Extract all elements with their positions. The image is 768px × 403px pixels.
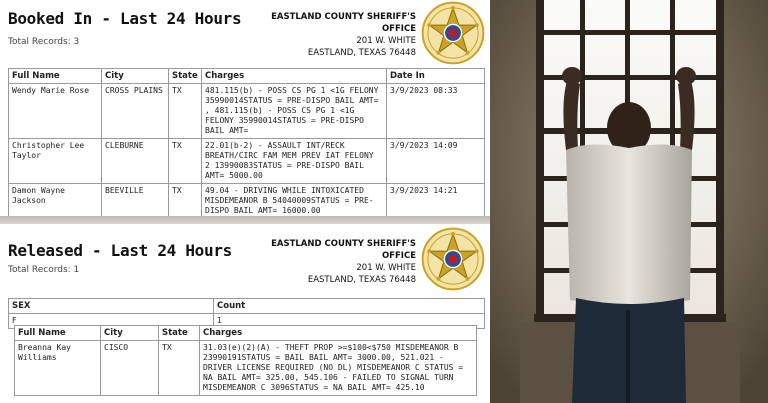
table-row <box>15 341 477 396</box>
table-header-row <box>9 69 485 84</box>
city-cell: CLEBURNE <box>102 139 169 184</box>
panel-divider <box>0 216 490 224</box>
city-cell: BEEVILLE <box>102 184 169 219</box>
table-header-row <box>9 299 485 314</box>
booked-office-address <box>268 11 416 59</box>
state-cell: TX <box>169 184 202 219</box>
office-name-line2: OFFICE <box>381 251 416 261</box>
released-title: Released - Last 24 Hours <box>8 241 232 260</box>
full-name-cell: Christopher Lee Taylor <box>9 139 102 184</box>
column-header: Count <box>214 299 485 314</box>
office-city-state: EASTLAND, TEXAS 76448 <box>307 48 416 58</box>
office-city-state: EASTLAND, TEXAS 76448 <box>307 275 416 285</box>
column-header: State <box>169 69 202 84</box>
booked-in-panel <box>0 0 490 216</box>
column-header: Full Name <box>15 326 101 341</box>
sheriff-star-badge-icon <box>420 226 486 292</box>
state-cell: TX <box>169 84 202 139</box>
booked-in-title: Booked In - Last 24 Hours <box>8 9 242 28</box>
sheriff-star-badge-icon <box>420 0 486 66</box>
column-header: Full Name <box>9 69 102 84</box>
released-office-address <box>268 238 416 286</box>
column-header: Date In <box>387 69 485 84</box>
office-name-line1: EASTLAND COUNTY SHERIFF'S <box>271 239 416 249</box>
booked-total-records: Total Records: 3 <box>8 37 80 47</box>
count-cell: 1 <box>214 314 485 329</box>
table-row <box>9 139 485 184</box>
charges-cell: 481.115(b) - POSS CS PG 1 <1G FELONY 35990014STATUS = PRE-DISPO BAIL AMT= , 481.115(b) - POSS CS PG 1 <1G FELONY 35990014STATUS = PRE-DISPO BAIL AMT= <box>202 84 387 139</box>
sex-cell: F <box>9 314 214 329</box>
booked-in-table <box>8 68 485 219</box>
column-header: Charges <box>200 326 477 341</box>
table-header-row <box>15 326 477 341</box>
state-cell: TX <box>169 139 202 184</box>
column-header: Charges <box>202 69 387 84</box>
office-name-line2: OFFICE <box>381 24 416 34</box>
office-street: 201 W. WHITE <box>356 36 416 46</box>
released-table <box>14 325 477 396</box>
table-row <box>9 84 485 139</box>
charges-cell: 31.03(e)(2)(A) - THEFT PROP >=$100<$750 MISDEMEANOR B 23990191STATUS = BAIL BAIL AMT= 3000.00, 521.021 - DRIVER LICENSE REQUIRED (NO DL) MISDEMEANOR C STATUS = NA BAIL AMT= 325.00, 545.106 - FAILED TO SIGNAL TURN MISDEMEANOR C 3096STATUS = NA BAIL AMT= 425.10 <box>200 341 477 396</box>
office-street: 201 W. WHITE <box>356 263 416 273</box>
column-header: SEX <box>9 299 214 314</box>
date-in-cell: 3/9/2023 08:33 <box>387 84 485 139</box>
column-header: City <box>102 69 169 84</box>
released-panel <box>0 224 490 403</box>
city-cell: CISCO <box>101 341 159 396</box>
date-in-cell: 3/9/2023 14:21 <box>387 184 485 219</box>
released-total-records: Total Records: 1 <box>8 265 80 275</box>
date-in-cell: 3/9/2023 14:09 <box>387 139 485 184</box>
column-header: State <box>159 326 200 341</box>
state-cell: TX <box>159 341 200 396</box>
charges-cell: 22.01(b-2) - ASSAULT INT/RECK BREATH/CIRC FAM MEM PREV IAT FELONY 2 13990083STATUS = PRE-DISPO BAIL AMT= 5000.00 <box>202 139 387 184</box>
full-name-cell: Breanna Kay Williams <box>15 341 101 396</box>
office-name-line1: EASTLAND COUNTY SHERIFF'S <box>271 12 416 22</box>
full-name-cell: Wendy Marie Rose <box>9 84 102 139</box>
prisoner-at-window-photo <box>490 0 768 403</box>
table-row <box>9 184 485 219</box>
full-name-cell: Damon Wayne Jackson <box>9 184 102 219</box>
charges-cell: 49.04 - DRIVING WHILE INTOXICATED MISDEMEANOR B 54040009STATUS = PRE-DISPO BAIL AMT= 16000.00 <box>202 184 387 219</box>
city-cell: CROSS PLAINS <box>102 84 169 139</box>
column-header: City <box>101 326 159 341</box>
